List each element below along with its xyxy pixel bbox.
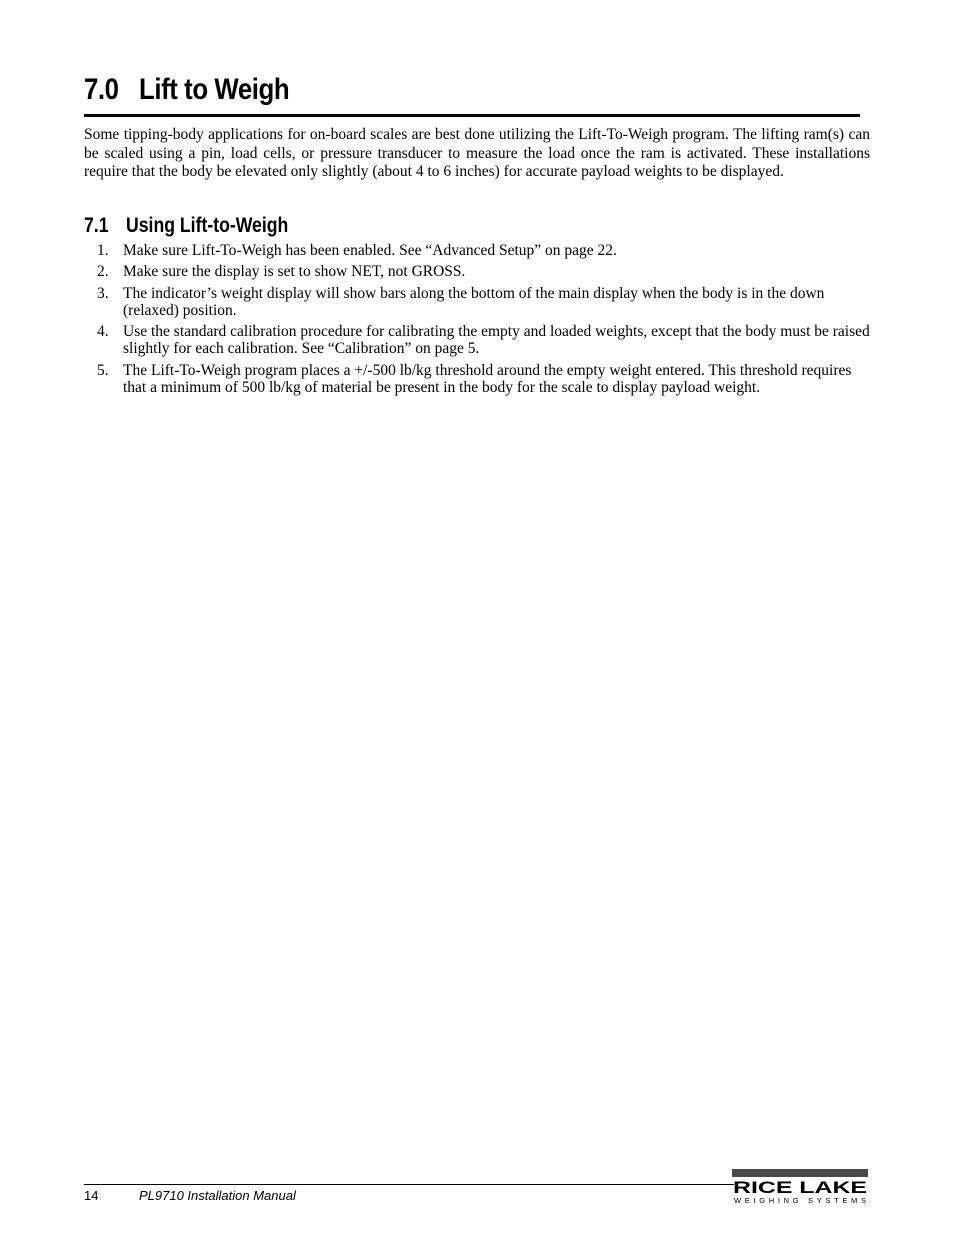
subsection-heading xyxy=(84,213,288,239)
section-heading xyxy=(84,72,289,108)
list-item xyxy=(84,285,870,320)
list-item xyxy=(84,362,870,397)
footer-manual-title: PL9710 Installation Manual xyxy=(139,1188,296,1203)
manual-page xyxy=(84,0,870,1235)
step-text: Make sure Lift-To-Weigh has been enabled. See “Advanced Setup” on page 22. xyxy=(123,242,617,259)
list-item xyxy=(84,242,870,259)
rice-lake-logo-graphic xyxy=(730,1169,870,1205)
footer-rule xyxy=(84,1184,734,1185)
intro-paragraph: Some tipping-body applications for on-board scales are best done utilizing the Lift-To-Weigh program. The lifting ram(s) can be scaled using a pin, load cells, or pressure transducer to measure the load once the ram is activated. These installations require that the body be elevated only slightly (about 4 to 6 inches) for accurate payload weights to be displayed. xyxy=(84,126,870,181)
step-number: 3. xyxy=(97,284,109,302)
section-title: Lift to Weigh xyxy=(139,73,290,106)
heading-rule xyxy=(84,114,860,117)
step-text: The Lift-To-Weigh program places a +/-500 lb/kg threshold around the empty weight entered. This threshold requires that a minimum of 500 lb/kg of material be present in the body for the scale to display payload weight. xyxy=(123,361,852,397)
list-item xyxy=(84,263,870,280)
list-item xyxy=(84,323,870,358)
step-number: 2. xyxy=(97,263,109,281)
logo-main-text: RICE LAKE xyxy=(733,1178,867,1197)
step-text: Use the standard calibration procedure for calibrating the empty and loaded weights, except that the body must be raised slightly for each calibration. See “Calibration” on page 5. xyxy=(123,323,870,358)
steps-list xyxy=(84,242,870,400)
step-number: 5. xyxy=(97,361,109,379)
step-text: Make sure the display is set to show NET, not GROSS. xyxy=(123,263,466,281)
subsection-number: 7.1 xyxy=(84,214,109,237)
subsection-title: Using Lift-to-Weigh xyxy=(126,214,289,237)
step-number: 1. xyxy=(97,242,109,259)
logo-sub-text: WEIGHING SYSTEMS xyxy=(734,1196,866,1205)
step-number: 4. xyxy=(97,323,109,341)
step-text: The indicator’s weight display will show bars along the bottom of the main display when the body is in the down (relaxed) position. xyxy=(123,284,825,319)
section-number: 7.0 xyxy=(84,73,119,106)
footer-page-number: 14 xyxy=(84,1188,99,1203)
rice-lake-logo xyxy=(730,1169,870,1205)
